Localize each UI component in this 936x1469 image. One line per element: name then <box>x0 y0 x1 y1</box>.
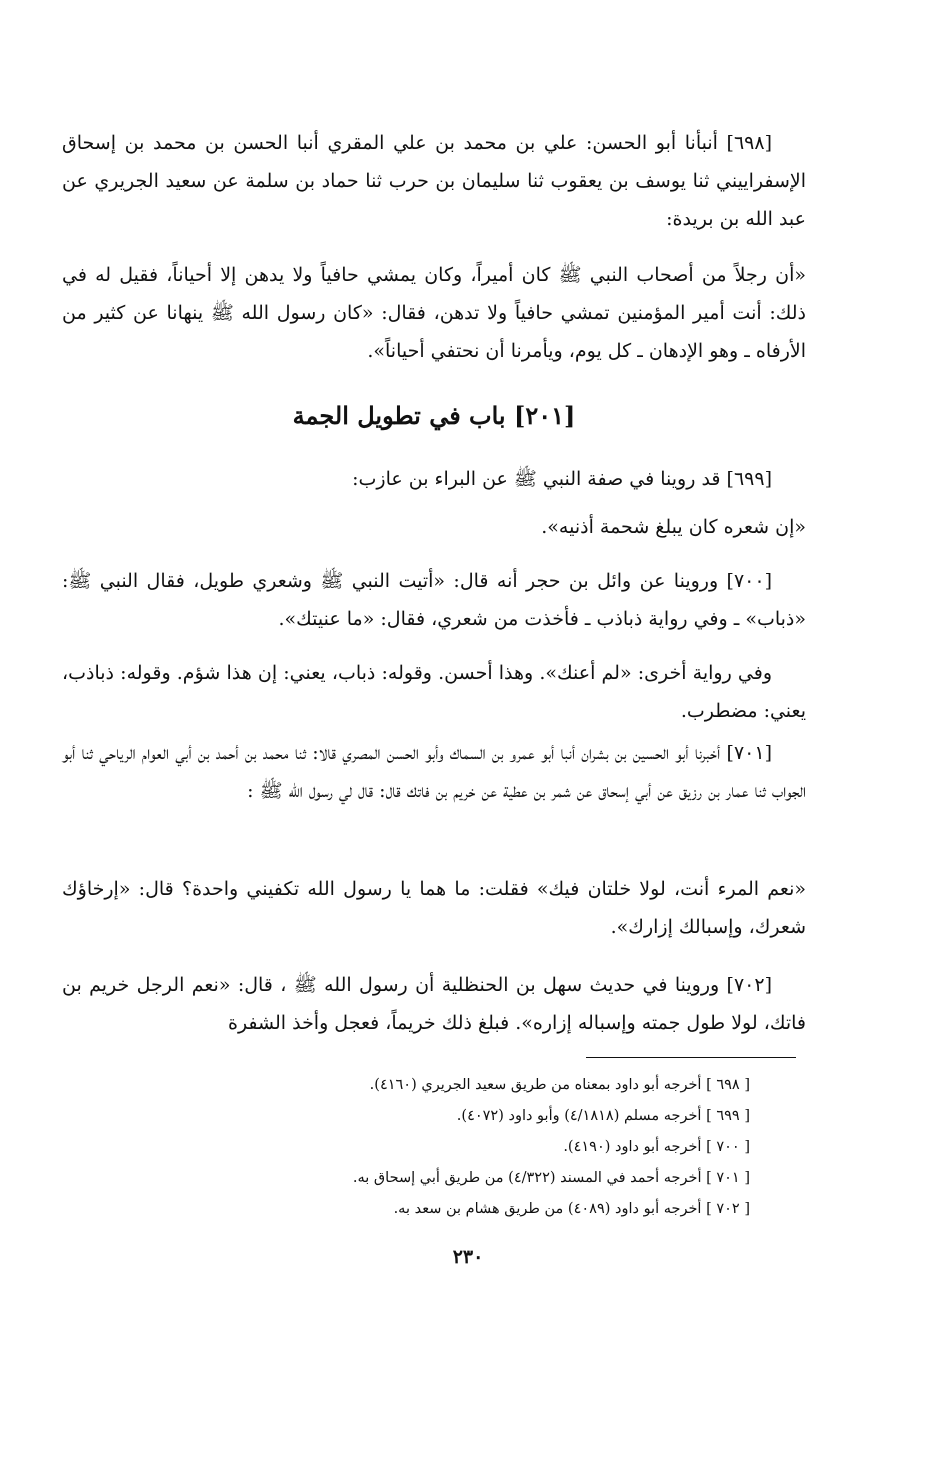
footnote-698: [ ٦٩٨ ] أخرجه أبو داود بمعناه من طريق سعيد الجريري (٤١٦٠). <box>369 1077 750 1093</box>
paragraph-699: [٦٩٩] قد روينا في صفة النبي ﷺ عن البراء بن عازب: <box>352 468 772 490</box>
paragraph-700-note: وفي رواية أخرى: «لم أعنك». وهذا أحسن. وقوله: ذباب، يعني: إن هذا شؤم. وقوله: ذباذب، يعني: مضطرب. <box>62 662 806 722</box>
paragraph-699-hadith: «إن شعره كان يبلغ شحمة أذنيه». <box>541 516 806 538</box>
paragraph-700: [٧٠٠] وروينا عن وائل بن حجر أنه قال: «أتيت النبي ﷺ وشعري طويل، فقال النبي ﷺ: «ذباب» ـ وفي رواية ذباذب ـ فأخذت من شعري، فقال: «ما عنيتك». <box>62 570 806 630</box>
footnote-701: [ ٧٠١ ] أخرجه أحمد في المسند (٤/٣٢٢) من طريق أبي إسحاق به. <box>352 1170 750 1186</box>
paragraph-702: [٧٠٢] وروينا في حديث سهل بن الحنظلية أن رسول الله ﷺ ، قال: «نعم الرجل خريم بن فاتك، لولا طول جمته وإسباله إزاره». فبلغ ذلك خريماً، فعجل وأخذ الشفرة <box>62 974 806 1034</box>
paragraph-698-hadith: «أن رجلاً من أصحاب النبي ﷺ كان أميراً، وكان يمشي حافياً ولا يدهن إلا أحياناً، فقيل له في ذلك: أنت أمير المؤمنين تمشي حافياً ولا تدهن، فقال: «كان رسول الله ﷺ ينهانا عن كثير من الأرفاه ـ وهو الإدهان ـ كل يوم، ويأمرنا أن نحتفي أحياناً». <box>62 264 806 362</box>
footnote-702: [ ٧٠٢ ] أخرجه أبو داود (٤٠٨٩) من طريق هشام بن سعد به. <box>393 1201 750 1217</box>
section-heading: [٢٠١] باب في تطويل الجمة <box>292 401 576 430</box>
footnotes-list <box>100 1070 750 1225</box>
page-number: ٢٣٠ <box>452 1246 484 1268</box>
paragraph-701: [٧٠١] أخبرنا أبو الحسين بن بشران أنبا أبو عمرو بن السماك وأبو الحسن المصري قالا: ثنا محمد بن أحمد بن أبي العوام الرياحي ثنا أبو الجواب ثنا عمار بن رزيق عن أبي إسحاق عن شمر بن عطية عن خريم بن فاتك قال: قال لي رسول الله ﷺ : <box>62 742 806 802</box>
footnote-699: [ ٦٩٩ ] أخرجه مسلم (٤/١٨١٨) وأبو داود (٤٠٧٢). <box>456 1108 750 1124</box>
footnote-divider <box>586 1057 796 1058</box>
footnote-700: [ ٧٠٠ ] أخرجه أبو داود (٤١٩٠). <box>563 1139 750 1155</box>
paragraph-698: [٦٩٨] أنبأنا أبو الحسن: علي بن محمد بن علي المقري أنبا الحسن بن محمد بن إسحاق الإسفراييني ثنا يوسف بن يعقوب ثنا سليمان بن حرب ثنا حماد بن سلمة عن سعيد الجريري عن عبد الله بن بريدة: <box>62 132 806 230</box>
paragraph-701-hadith: «نعم المرء أنت، لولا خلتان فيك» فقلت: ما هما يا رسول الله تكفيني واحدة؟ قال: «إرخاؤك شعرك، وإسبالك إزارك». <box>62 878 806 938</box>
